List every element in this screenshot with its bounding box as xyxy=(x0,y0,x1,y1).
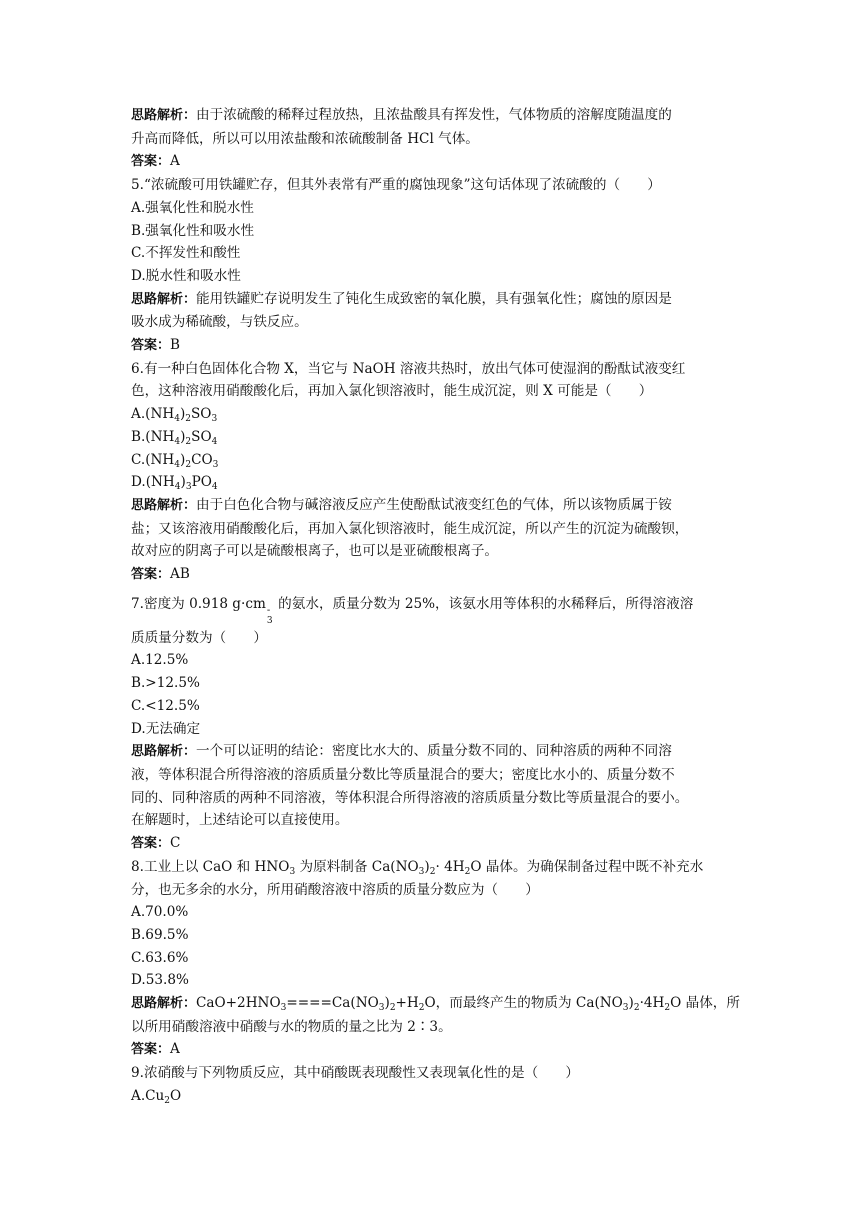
analysis-line: 思路解析：一个可以证明的结论：密度比水大的、质量分数不同的、同种溶质的两种不同溶 xyxy=(131,743,672,760)
analysis-line: 在解题时，上述结论可以直接使用。 xyxy=(131,812,349,829)
question-stem: 质质量分数为（ ） xyxy=(131,629,267,646)
option: B.69.5% xyxy=(131,926,189,943)
option: $B.(NH_4)_2SO_4$ xyxy=(131,428,218,447)
answer-line: 答案：A xyxy=(131,153,180,170)
question-stem: 5.“浓硫酸可用铁罐贮存，但其外表常有严重的腐蚀现象”这句话体现了浓硫酸的（ ） xyxy=(131,177,661,194)
answer-line: 答案：A xyxy=(131,1041,180,1058)
option: $C.(NH_4)_2CO_3$ xyxy=(131,451,219,470)
option: $A.(NH_4)_2SO_3$ xyxy=(131,406,218,425)
analysis-line: 思路解析：由于浓硫酸的稀释过程放热，且浓盐酸具有挥发性，气体物质的溶解度随温度的 xyxy=(131,107,672,123)
option: B.>12.5% xyxy=(131,675,200,692)
analysis-line: 思路解析：$CaO+2HNO_3====Ca(NO_3)_2+H_2O$，而最终产生的物质为 $Ca(NO_3)_2\cdot 4H_2O$ 晶体，所 xyxy=(131,995,740,1014)
question-stem: 7.密度为 0.918 g·cm - 3 的氨水，质量分数为 25%，该氨水用等体积的水稀释后，所得溶液溶 xyxy=(131,595,694,626)
question-stem: 色，这种溶液用硝酸酸化后，再加入氯化钡溶液时，能生成沉淀，则 X 可能是（ ） xyxy=(131,383,653,400)
option: A.70.0% xyxy=(131,904,189,921)
analysis-line: 同的、同种溶质的两种不同溶液，等体积混合所得溶液的溶质质量分数比等质量混合的要小。 xyxy=(131,789,689,806)
option: C.<12.5% xyxy=(131,697,200,714)
analysis-line: 升高而降低，所以可以用浓盐酸和浓硫酸制备 HCl 气体。 xyxy=(131,130,479,147)
option: B.强氧化性和吸水性 xyxy=(131,222,255,239)
answer-line: 答案：AB xyxy=(131,566,190,583)
question-stem: 6.有一种白色固体化合物 X，当它与 NaOH 溶液共热时，放出气体可使湿润的酚酞试液变红 xyxy=(131,360,686,377)
option: D.脱水性和吸水性 xyxy=(131,267,241,284)
option: $D.(NH_4)_3PO_4$ xyxy=(131,474,218,493)
question-stem: 8.工业上以 CaO 和 $HNO_3$ 为原料制备 $Ca(NO_3)_2\cdot 4H_2O$ 晶体。为确保制备过程中既不补充水 xyxy=(131,858,704,877)
answer-line: 答案：B xyxy=(131,337,181,354)
analysis-line: 思路解析：能用铁罐贮存说明发生了钝化生成致密的氧化膜，具有强氧化性；腐蚀的原因是 xyxy=(131,290,672,307)
question-stem: 分，也无多余的水分，所用硝酸溶液中溶质的质量分数应为（ ） xyxy=(131,881,539,898)
option: C.不挥发性和酸性 xyxy=(131,245,241,262)
option: A.12.5% xyxy=(131,652,189,669)
option: A.强氧化性和脱水性 xyxy=(131,199,254,216)
analysis-line: 盐；又该溶液用硝酸酸化后，再加入氯化钡溶液时，能生成沉淀，所以产生的沉淀为硫酸钡， xyxy=(131,520,689,537)
question-stem: 9.浓硝酸与下列物质反应，其中硝酸既表现酸性又表现氧化性的是（ ） xyxy=(131,1065,579,1082)
analysis-line: 吸水成为稀硫酸，与铁反应。 xyxy=(131,314,308,331)
answer-line: 答案：C xyxy=(131,835,181,852)
document-page xyxy=(131,104,740,1108)
analysis-line: 故对应的阴离子可以是硫酸根离子，也可以是亚硫酸根离子。 xyxy=(131,543,499,560)
option: D.53.8% xyxy=(131,972,189,989)
option: $A.Cu_2O$ xyxy=(131,1087,182,1106)
option: C.63.6% xyxy=(131,949,189,966)
analysis-label: 思路解析： xyxy=(131,108,197,123)
analysis-line: 思路解析：由于白色化合物与碱溶液反应产生使酚酞试液变红色的气体，所以该物质属于铵 xyxy=(131,496,672,513)
analysis-line: 以所用硝酸溶液中硝酸与水的物质的量之比为 2∶3。 xyxy=(131,1018,452,1035)
option: D.无法确定 xyxy=(131,720,201,737)
analysis-line: 液，等体积混合所得溶液的溶质质量分数比等质量混合的要大；密度比水小的、质量分数不 xyxy=(131,766,675,783)
